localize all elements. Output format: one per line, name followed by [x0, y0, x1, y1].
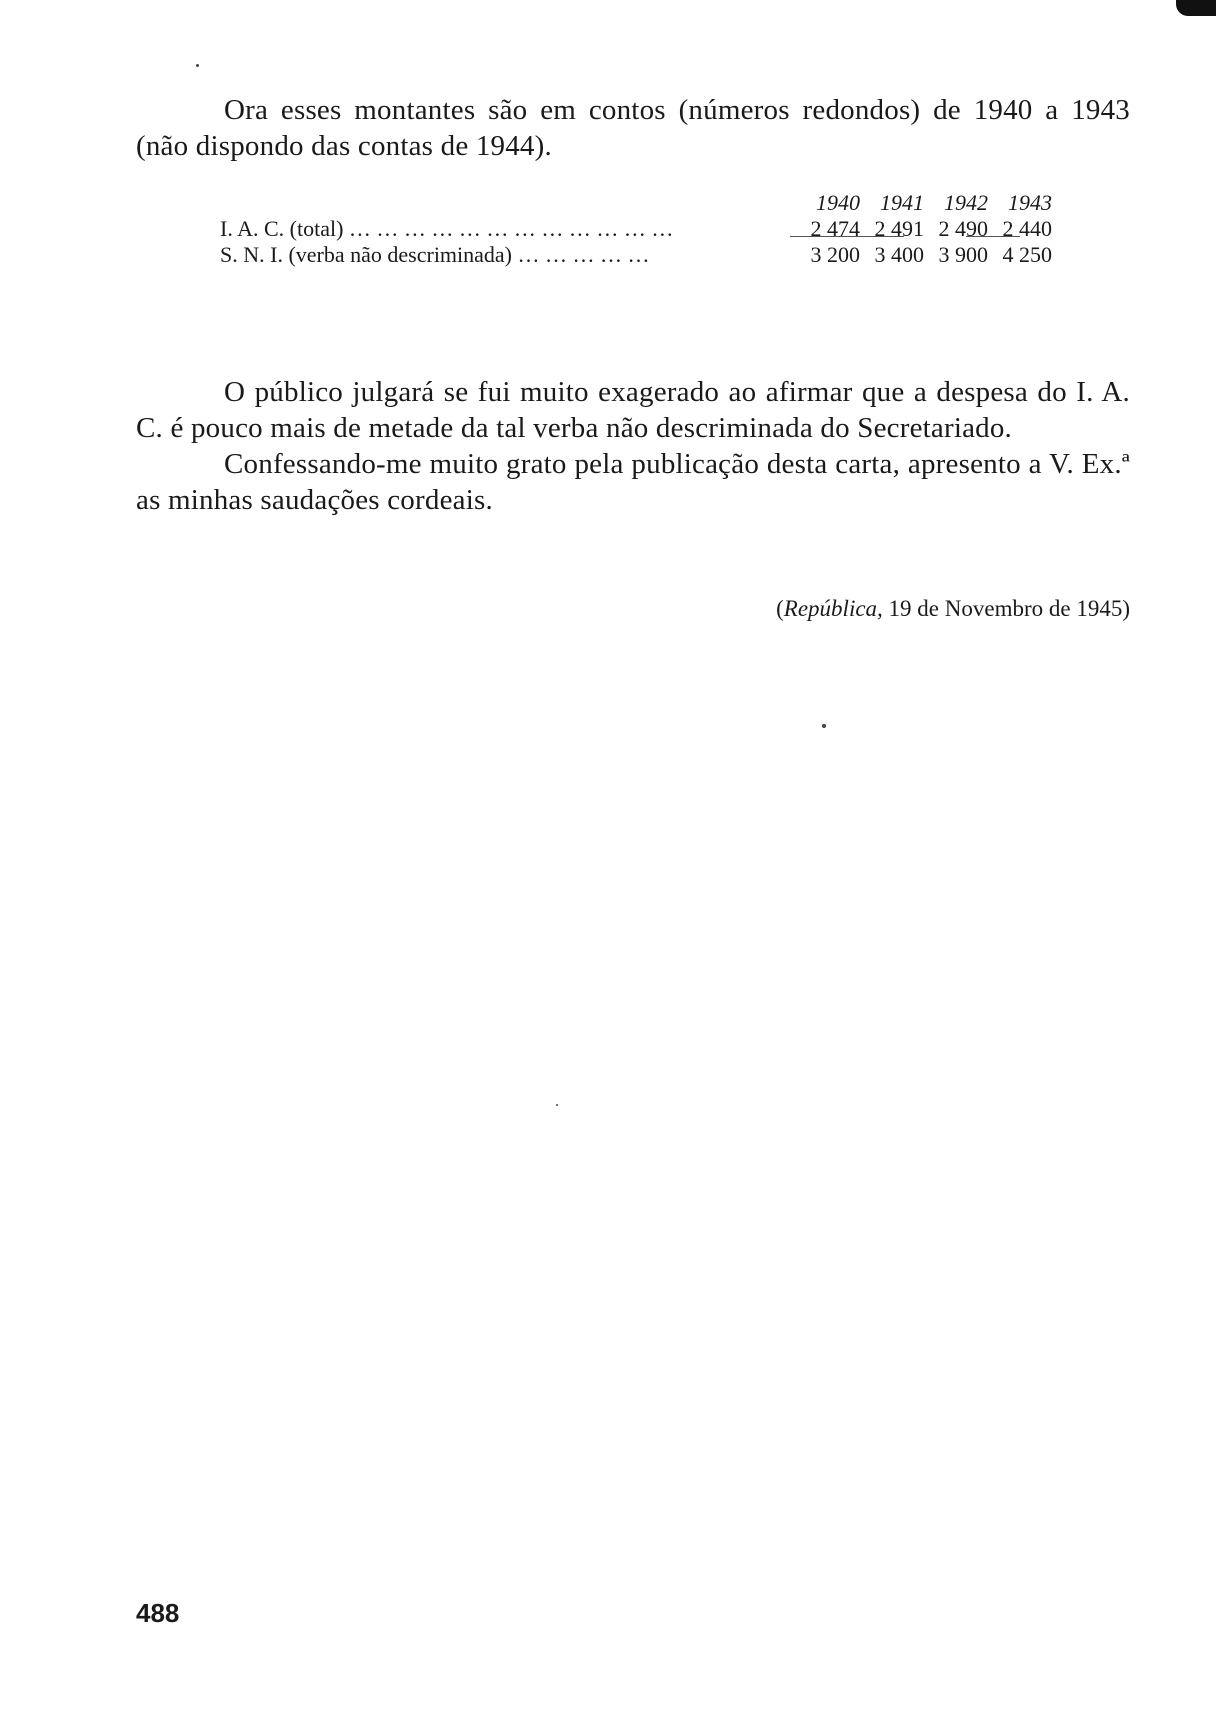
citation-date: 19 de Novembro de 1945) [882, 596, 1130, 621]
intro-block [136, 92, 1130, 164]
table-cell: 2 491 [874, 216, 924, 241]
year-header: 1943 [1008, 190, 1052, 215]
scan-artifact [1176, 0, 1216, 16]
table-cell: 2 490 [938, 216, 988, 241]
table-cell: 3 900 [938, 242, 988, 267]
expenses-table [220, 190, 1052, 268]
table-cell: 2 440 [1002, 216, 1052, 241]
table-cell: 4 250 [1002, 242, 1052, 267]
scan-speck [196, 64, 199, 67]
year-header: 1942 [944, 190, 988, 215]
table-row [220, 242, 1052, 268]
closing-block [136, 374, 1130, 518]
year-header: 1941 [880, 190, 924, 215]
citation [776, 596, 1130, 622]
table-row [220, 216, 1052, 242]
table-header-row [220, 190, 1052, 216]
row-label-sni: S. N. I. (verba não descriminada) … … … … … [220, 242, 650, 267]
header-rule [790, 236, 904, 237]
header-rule [966, 236, 1020, 237]
paragraph-argument: O público julgará se fui muito exagerado ao afirmar que a despesa do I. A. C. é pouco mais de metade da tal verba não descriminada do Secretariado. [136, 376, 1130, 444]
table-header-blank [220, 190, 796, 216]
paragraph-closing: Confessando-me muito grato pela publicação desta carta, apresento a V. Ex.ª as minhas saudações cordeais. [136, 448, 1130, 516]
scan-speck [556, 1104, 558, 1106]
table-cell: 3 200 [810, 242, 860, 267]
page-number: 488 [136, 1598, 180, 1628]
paragraph-intro: Ora esses montantes são em contos (números redondos) de 1940 a 1943 (não dispondo das contas de 1944). [136, 94, 1130, 162]
table-cell: 3 400 [874, 242, 924, 267]
row-label-iac: I. A. C. (total) … … … … … … … … … … … … [220, 216, 674, 241]
scan-speck [822, 724, 826, 728]
citation-open: ( [776, 596, 784, 621]
citation-publication: República, [783, 596, 883, 621]
table-cell: 2 474 [810, 216, 860, 241]
year-header: 1940 [816, 190, 860, 215]
